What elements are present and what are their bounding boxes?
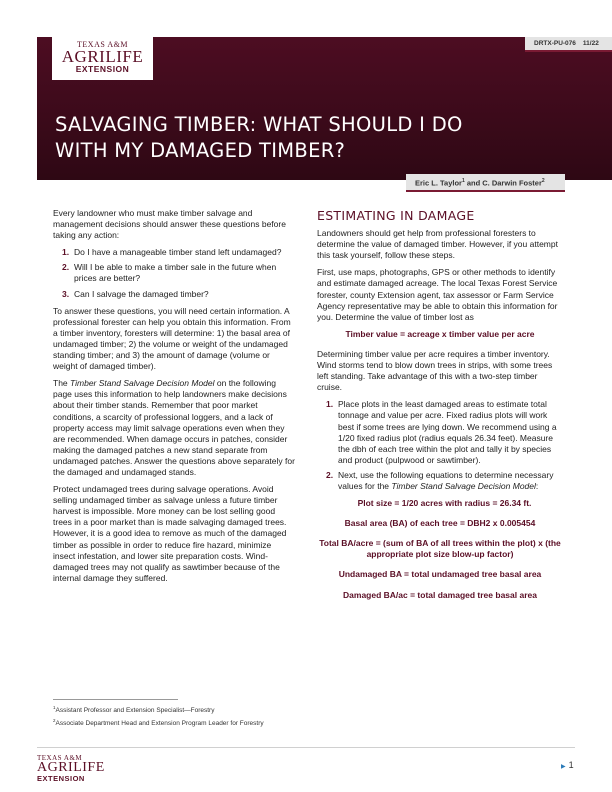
footer-agrilife-logo[interactable] bbox=[37, 754, 117, 783]
triangle-right-icon: ▶ bbox=[561, 764, 566, 770]
formula-plot-size: Plot size = 1/20 acres with radius = 26.34 ft. bbox=[357, 498, 532, 509]
decision-model-title: Timber Stand Salvage Decision Model bbox=[70, 378, 215, 389]
formula-damaged-ba: Damaged BA/ac = total damaged tree basal area bbox=[343, 589, 537, 600]
left-column bbox=[53, 208, 295, 590]
logo-line3: EXTENSION bbox=[75, 64, 130, 74]
page-number-block bbox=[561, 760, 574, 770]
page-title bbox=[55, 112, 495, 164]
footnote-1 bbox=[53, 703, 353, 716]
title-line2: WITH MY DAMAGED TIMBER? bbox=[55, 139, 346, 162]
section-heading: ESTIMATING IN DAMAGE bbox=[317, 208, 475, 223]
logo-line1: TEXAS A&M bbox=[37, 754, 83, 762]
right-column bbox=[317, 210, 563, 610]
body-paragraph-1: To answer these questions, you will need certain information. A professional forester can help you obtain this information. From a timber inventory, foresters will determine: 1) the basal area of undamaged timber; 2) the volume or weight of the undamaged standing timber; and 3) the amount of damage (volume or weight of damaged timber). bbox=[53, 305, 291, 372]
footnotes bbox=[53, 703, 353, 728]
decision-model-title: Timber Stand Salvage Decision Model bbox=[391, 480, 536, 491]
footnote-mark: 1 bbox=[53, 705, 56, 710]
steps-list bbox=[326, 399, 563, 509]
footnote-divider bbox=[53, 699, 178, 700]
logo-line2: AGRILIFE bbox=[61, 47, 144, 66]
list-text: Will I be able to make a timber sale in the future when prices are better? bbox=[74, 262, 277, 284]
footnote-2 bbox=[53, 716, 353, 729]
step2-end: : bbox=[535, 480, 539, 491]
body-paragraph-3: Protect undamaged trees during salvage operations. Avoid selling undamaged timber as salvage unless a future timber harvest is impossible. More money can be lost selling good trees in a poor market than is made salvaging damaged trees. However, it is a good idea to remove as much of the damaged timber as possible in order to reduce fire hazard, minimize insect infestation, and lower site preparation costs. Wind-damaged trees may not qualify as sawtimber because of the internal damage they suffered. bbox=[53, 484, 287, 583]
list-text: Do I have a manageable timber stand left undamaged? bbox=[74, 247, 282, 258]
doc-code-badge bbox=[525, 37, 612, 52]
agrilife-logo[interactable] bbox=[52, 37, 153, 80]
formula-total-ba: Total BA/acre = (sum of BA of all trees within the plot) x (the appropriate plot size blow-up factor) bbox=[319, 538, 561, 560]
list-item bbox=[326, 470, 563, 509]
page-number: 1 bbox=[568, 760, 574, 770]
list-item bbox=[62, 289, 295, 300]
list-number: 1. bbox=[326, 399, 334, 410]
author1-name: Eric L. Taylor bbox=[415, 178, 462, 188]
footnote-text: Assistant Professor and Extension Specialist—Forestry bbox=[55, 707, 215, 715]
list-number: 1. bbox=[62, 247, 70, 258]
author2-footnote-mark: 2 bbox=[541, 178, 545, 184]
list-item bbox=[62, 262, 295, 284]
body-paragraph-4: Landowners should get help from professional foresters to determine the value of damaged timber. However, if you attempt this task yourself, follow these steps. bbox=[317, 228, 558, 261]
list-item bbox=[62, 247, 295, 258]
step2-lead: Next, use the following equations to determine necessary values for the bbox=[338, 469, 554, 491]
formula-basal-area: Basal area (BA) of each tree = DBH2 x 0.005454 bbox=[344, 518, 536, 529]
footnote-text: Associate Department Head and Extension Program Leader for Forestry bbox=[55, 719, 264, 727]
author2-name: C. Darwin Foster bbox=[482, 178, 542, 188]
list-item bbox=[326, 399, 563, 466]
formula-undamaged-ba: Undamaged BA = total undamaged tree basal area bbox=[338, 569, 542, 580]
footer-divider bbox=[37, 747, 575, 748]
body-paragraph-6: Determining timber value per acre requires a timber inventory. Wind storms tend to blow down trees in strips, with some trees left standing. Take advantage of this with a two-step timber cruise. bbox=[317, 348, 553, 393]
questions-list bbox=[62, 247, 295, 299]
footnote-mark: 2 bbox=[53, 717, 56, 723]
para2-rest: on the following page uses this information to help landowners make decisions about their timber stands. Remember that poor market conditions, a scarcity of professional loggers, and a lack of property access may limit salvage operations even when they are recommended. When damage occurs in patches, consider making the damaged patches a new stand separate from undamaged patches. Answer the questions above separately for the damaged and undamaged stands. bbox=[53, 378, 295, 477]
logo-line1: TEXAS A&M bbox=[77, 40, 128, 49]
author-join: and bbox=[464, 178, 483, 188]
author1-footnote-mark: 1 bbox=[461, 178, 465, 184]
list-number: 3. bbox=[62, 288, 70, 299]
logo-line2: AGRILIFE bbox=[37, 760, 105, 775]
list-text: Can I salvage the damaged timber? bbox=[74, 288, 209, 299]
body-paragraph-5: First, use maps, photographs, GPS or other methods to identify and estimate damaged acreage. The local Texas Forest Service forester, county Extension agent, tax assessor or Farm Service Agency representative may be able to obtain this information for you. Determine the value of timber lost as bbox=[317, 267, 558, 322]
formula-timber-value: Timber value = acreage x timber value per acre bbox=[345, 328, 535, 339]
list-text: Place plots in the least damaged areas to estimate total tonnage and value per acre. Fixed radius plots will work best if some trees are lying down. We recommend using a 1/20 fixed radius plot (radius equals 26.34 feet). Measure the dbh of each tree within the plot and tally it by species and product (pulpwood or sawtimber). bbox=[338, 399, 557, 465]
list-number: 2. bbox=[62, 262, 70, 273]
list-number: 2. bbox=[326, 469, 334, 480]
intro-paragraph: Every landowner who must make timber salvage and management decisions should answer these questions before taking any action: bbox=[53, 208, 286, 241]
para2-lead: The bbox=[53, 378, 71, 389]
logo-line3: EXTENSION bbox=[37, 774, 85, 783]
author-byline bbox=[406, 174, 565, 192]
doc-date: 11/22 bbox=[582, 40, 599, 47]
body-paragraph-2 bbox=[53, 378, 295, 478]
doc-code: DRTX-PU-076 bbox=[534, 40, 576, 47]
title-line1: SALVAGING TIMBER: WHAT SHOULD I DO bbox=[55, 113, 463, 136]
title-banner bbox=[37, 37, 612, 180]
